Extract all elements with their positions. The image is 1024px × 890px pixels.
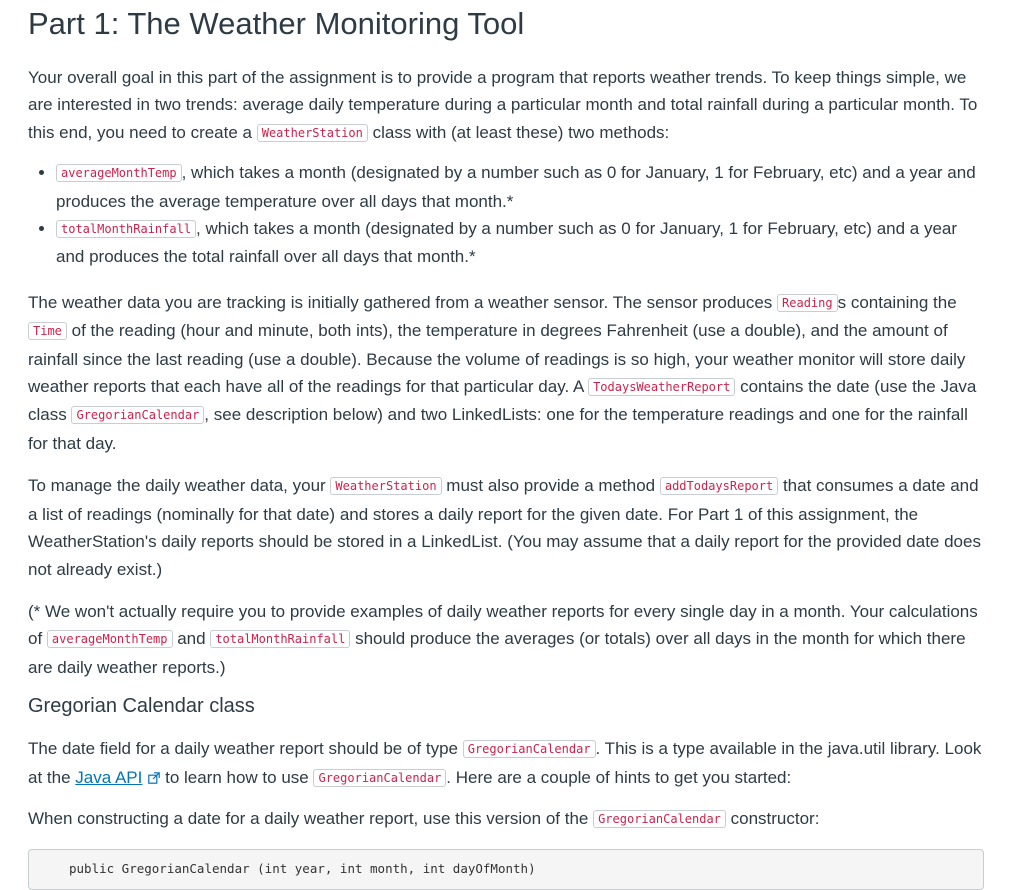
- inline-code-totalmonthrainfall: totalMonthRainfall: [56, 220, 196, 238]
- inline-code-averagemonthtemp: averageMonthTemp: [47, 630, 173, 648]
- hint-paragraph: [28, 805, 984, 833]
- sensor-paragraph: [28, 289, 984, 457]
- sensor-text-4: contains the date (use the Java class: [28, 377, 977, 425]
- date-text-4: . Here are a couple of hints to get you started:: [446, 767, 792, 787]
- list-item: [56, 215, 984, 271]
- inline-code-todaysweatherreport: TodaysWeatherReport: [588, 378, 735, 396]
- note-text-2: and: [172, 629, 211, 649]
- manage-text-3: that consumes a date and a list of readings (nominally for that date) and stores a daily report for the given date. For Part 1 of this assignment, the WeatherStation's daily reports should be stored in a LinkedList. (You may assume that a daily report for the provided date does not already exist.): [28, 476, 981, 579]
- list-item: [56, 159, 984, 215]
- inline-code-gregoriancalendar: GregorianCalendar: [463, 740, 596, 758]
- intro-text-1: Your overall goal in this part of the assignment is to provide a program that reports weather trends. To keep things simple, we are interested in two trends: average daily temperature during a particular month and total rainfall during a particular month. To this end, you need to create a: [28, 68, 978, 142]
- manage-text-1: To manage the daily weather data, your: [28, 476, 331, 496]
- method-description: , which takes a month (designated by a number such as 0 for January, 1 for February, etc) and a year and produces the total rainfall over all days that month.*: [56, 219, 958, 267]
- java-api-link[interactable]: Java API: [75, 767, 143, 787]
- inline-code-totalmonthrainfall: totalMonthRainfall: [210, 630, 350, 648]
- hint-text-1: When constructing a date for a daily weather report, use this version of the: [28, 808, 594, 828]
- manage-text-2: must also provide a method: [441, 476, 660, 496]
- sensor-text-3: of the reading (hour and minute, both ints), the temperature in degrees Fahrenheit (use a double), and the amount of rainfall since the last reading (use a double). Because the volume of readings is so high, your weather monitor will store daily weather reports that each have all of the readings for that particular day. A: [28, 321, 966, 397]
- sensor-text-5: , see description below) and two LinkedLists: one for the temperature readings and one for the rainfall for that day.: [28, 405, 968, 453]
- manage-paragraph: [28, 472, 984, 583]
- note-paragraph: [28, 598, 984, 681]
- page-title: Part 1: The Weather Monitoring Tool: [28, 6, 525, 41]
- inline-code-averagemonthtemp: averageMonthTemp: [56, 164, 182, 182]
- date-text-1: The date field for a daily weather report should be of type: [28, 739, 463, 759]
- section-heading-gregorian: Gregorian Calendar class: [28, 695, 255, 718]
- sensor-text-2: s containing the: [837, 292, 957, 312]
- inline-code-gregoriancalendar: GregorianCalendar: [593, 810, 726, 828]
- external-link-icon[interactable]: [148, 765, 160, 792]
- note-text-1: (* We won't actually require you to provide examples of daily weather reports for every single day in a month. Your calculations of: [28, 601, 978, 649]
- hint-text-2: constructor:: [725, 808, 820, 828]
- method-description: , which takes a month (designated by a number such as 0 for January, 1 for February, etc) and a year and produces the average temperature over all days that month.*: [56, 163, 976, 211]
- intro-text-2: class with (at least these) two methods:: [367, 122, 670, 142]
- assignment-page: [0, 6, 1024, 890]
- intro-paragraph: [28, 64, 984, 147]
- inline-code-gregoriancalendar: GregorianCalendar: [71, 406, 204, 424]
- sensor-text-1: The weather data you are tracking is initially gathered from a weather sensor. The sensor produces: [28, 292, 778, 312]
- inline-code-reading: Reading: [777, 294, 838, 312]
- methods-list: [28, 159, 984, 271]
- inline-code-time: Time: [28, 322, 67, 340]
- inline-code-weatherstation: WeatherStation: [330, 477, 441, 495]
- inline-code-weatherstation: WeatherStation: [257, 124, 368, 142]
- constructor-code-block: public GregorianCalendar (int year, int month, int dayOfMonth): [28, 849, 984, 890]
- date-text-2: . This is a type available in the java.util library. Look at the: [28, 739, 982, 787]
- inline-code-addtodaysreport: addTodaysReport: [660, 477, 778, 495]
- date-paragraph: [28, 735, 984, 792]
- note-text-3: should produce the averages (or totals) over all days in the month for which there are daily weather reports.): [28, 629, 966, 677]
- inline-code-gregoriancalendar: GregorianCalendar: [313, 769, 446, 787]
- date-text-3: to learn how to use: [160, 767, 314, 787]
